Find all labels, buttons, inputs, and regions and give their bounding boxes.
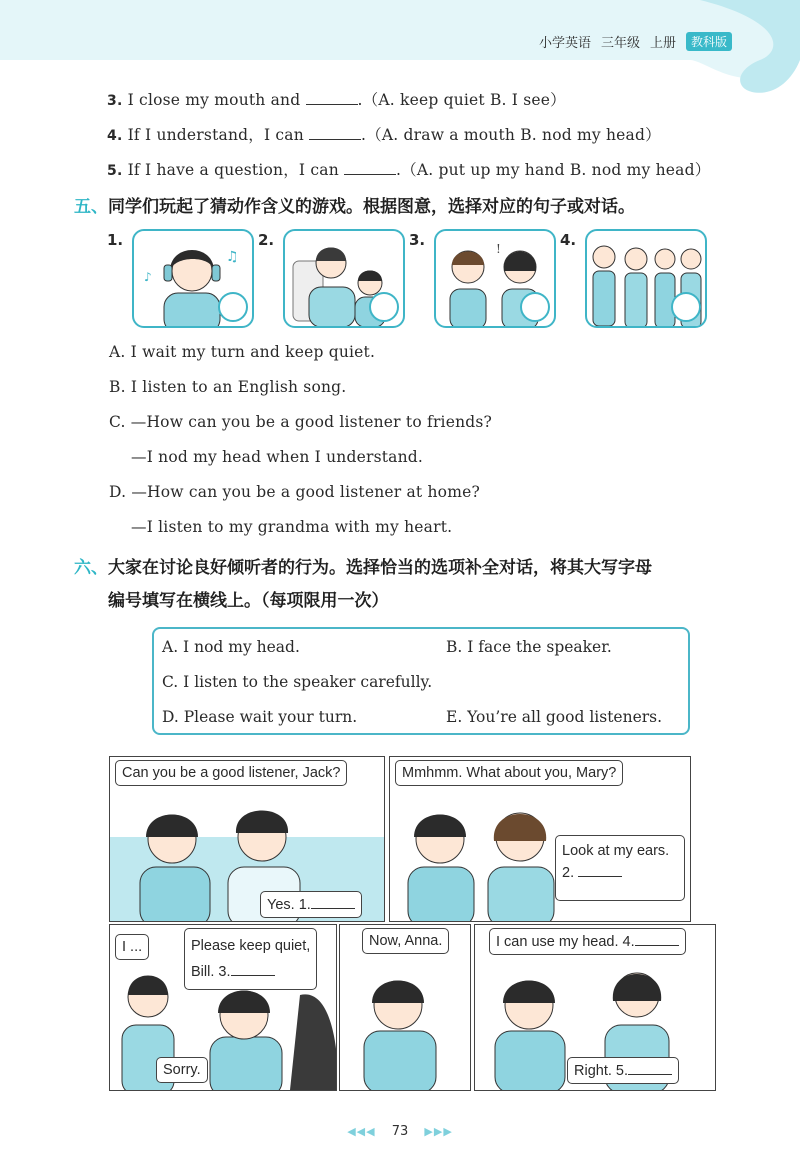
- page-footer: [0, 1124, 800, 1139]
- bubble-can-you-listen: Can you be a good listener, Jack?: [115, 760, 347, 786]
- question-3: 3. I close my mouth and .（A. keep quiet B. I see）: [107, 91, 566, 109]
- bubble-use-my-head: I can use my head. 4.: [489, 928, 686, 955]
- section-6-title-line2: 编号填写在横线上。（每项限用一次）: [108, 591, 389, 611]
- section-6-title: 六、大家在讨论良好倾听者的行为。选择恰当的选项补全对话，将其大写字母: [74, 558, 652, 578]
- option-a: A. I wait my turn and keep quiet.: [109, 343, 376, 361]
- comic-panel-1: [109, 756, 385, 922]
- bubble-now-anna: Now, Anna.: [362, 928, 449, 954]
- bubble-right: Right. 5.: [567, 1057, 679, 1084]
- svg-text:!: !: [496, 242, 501, 256]
- bubble-yes-1: Yes. 1.: [260, 891, 362, 918]
- page-number: 73: [391, 1124, 409, 1139]
- section-5-title: 五、同学们玩起了猜动作含义的游戏。根据图意，选择对应的句子或对话。: [74, 197, 635, 217]
- svg-text:♪: ♪: [144, 270, 152, 284]
- bubble-i: I ...: [115, 934, 149, 960]
- answer-circle[interactable]: [369, 292, 399, 322]
- choice-a: A. I nod my head.: [162, 638, 300, 656]
- left-arrows-decoration: ◀◀◀: [347, 1125, 376, 1138]
- option-d-question: D. —How can you be a good listener at home?: [109, 483, 480, 501]
- edition-badge: 教科版: [686, 32, 732, 51]
- option-c-question: C. —How can you be a good listener to friends?: [109, 413, 493, 431]
- svg-text:♫: ♫: [226, 249, 239, 265]
- answer-circle[interactable]: [671, 292, 701, 322]
- answer-blank-2[interactable]: [578, 864, 622, 877]
- answer-blank[interactable]: [309, 125, 361, 140]
- picture-boy-girl-talking: [434, 229, 556, 328]
- picture-grandma-girl: [283, 229, 405, 328]
- answer-blank[interactable]: [306, 90, 358, 105]
- comic-panel-2: [389, 756, 691, 922]
- picture-number-1: 1.: [107, 231, 124, 249]
- option-d-answer: —I listen to my grandma with my heart.: [131, 518, 453, 536]
- answer-blank[interactable]: [344, 160, 396, 175]
- answer-blank-5[interactable]: [628, 1062, 672, 1075]
- answer-blank-3[interactable]: [231, 963, 275, 976]
- bubble-look-at-ears: Look at my ears. 2.: [555, 835, 685, 901]
- comic-panel-5: [474, 924, 716, 1091]
- bubble-sorry: Sorry.: [156, 1057, 208, 1083]
- option-c-answer: —I nod my head when I understand.: [131, 448, 424, 466]
- answer-circle[interactable]: [520, 292, 550, 322]
- answer-blank-4[interactable]: [635, 933, 679, 946]
- answer-circle[interactable]: [218, 292, 248, 322]
- header-grade: 三年级: [600, 36, 640, 51]
- header-volume: 上册: [649, 36, 676, 51]
- option-b: B. I listen to an English song.: [109, 378, 347, 396]
- picture-girl-headphones: [132, 229, 254, 328]
- choice-b: B. I face the speaker.: [446, 638, 612, 656]
- right-arrows-decoration: ▶▶▶: [424, 1125, 453, 1138]
- question-4: 4. If I understand，I can .（A. draw a mouth B. nod my head）: [107, 126, 661, 144]
- book-header: [539, 32, 732, 51]
- options-box: [152, 627, 690, 735]
- bubble-what-about-you: Mmhmm. What about you, Mary?: [395, 760, 623, 786]
- picture-students-in-line: [585, 229, 707, 328]
- picture-number-2: 2.: [258, 231, 275, 249]
- header-subject: 小学英语: [538, 36, 591, 51]
- picture-number-3: 3.: [409, 231, 426, 249]
- choice-d: D. Please wait your turn.: [162, 708, 358, 726]
- bubble-keep-quiet: Please keep quiet, Bill. 3.: [184, 928, 317, 990]
- picture-number-4: 4.: [560, 231, 577, 249]
- choice-c: C. I listen to the speaker carefully.: [162, 673, 433, 691]
- comic-panel-4: [339, 924, 471, 1091]
- question-5: 5. If I have a question，I can .（A. put up my hand B. nod my head）: [107, 161, 711, 179]
- answer-blank-1[interactable]: [311, 896, 355, 909]
- comic-panel-3: [109, 924, 337, 1091]
- choice-e: E. You’re all good listeners.: [446, 708, 663, 726]
